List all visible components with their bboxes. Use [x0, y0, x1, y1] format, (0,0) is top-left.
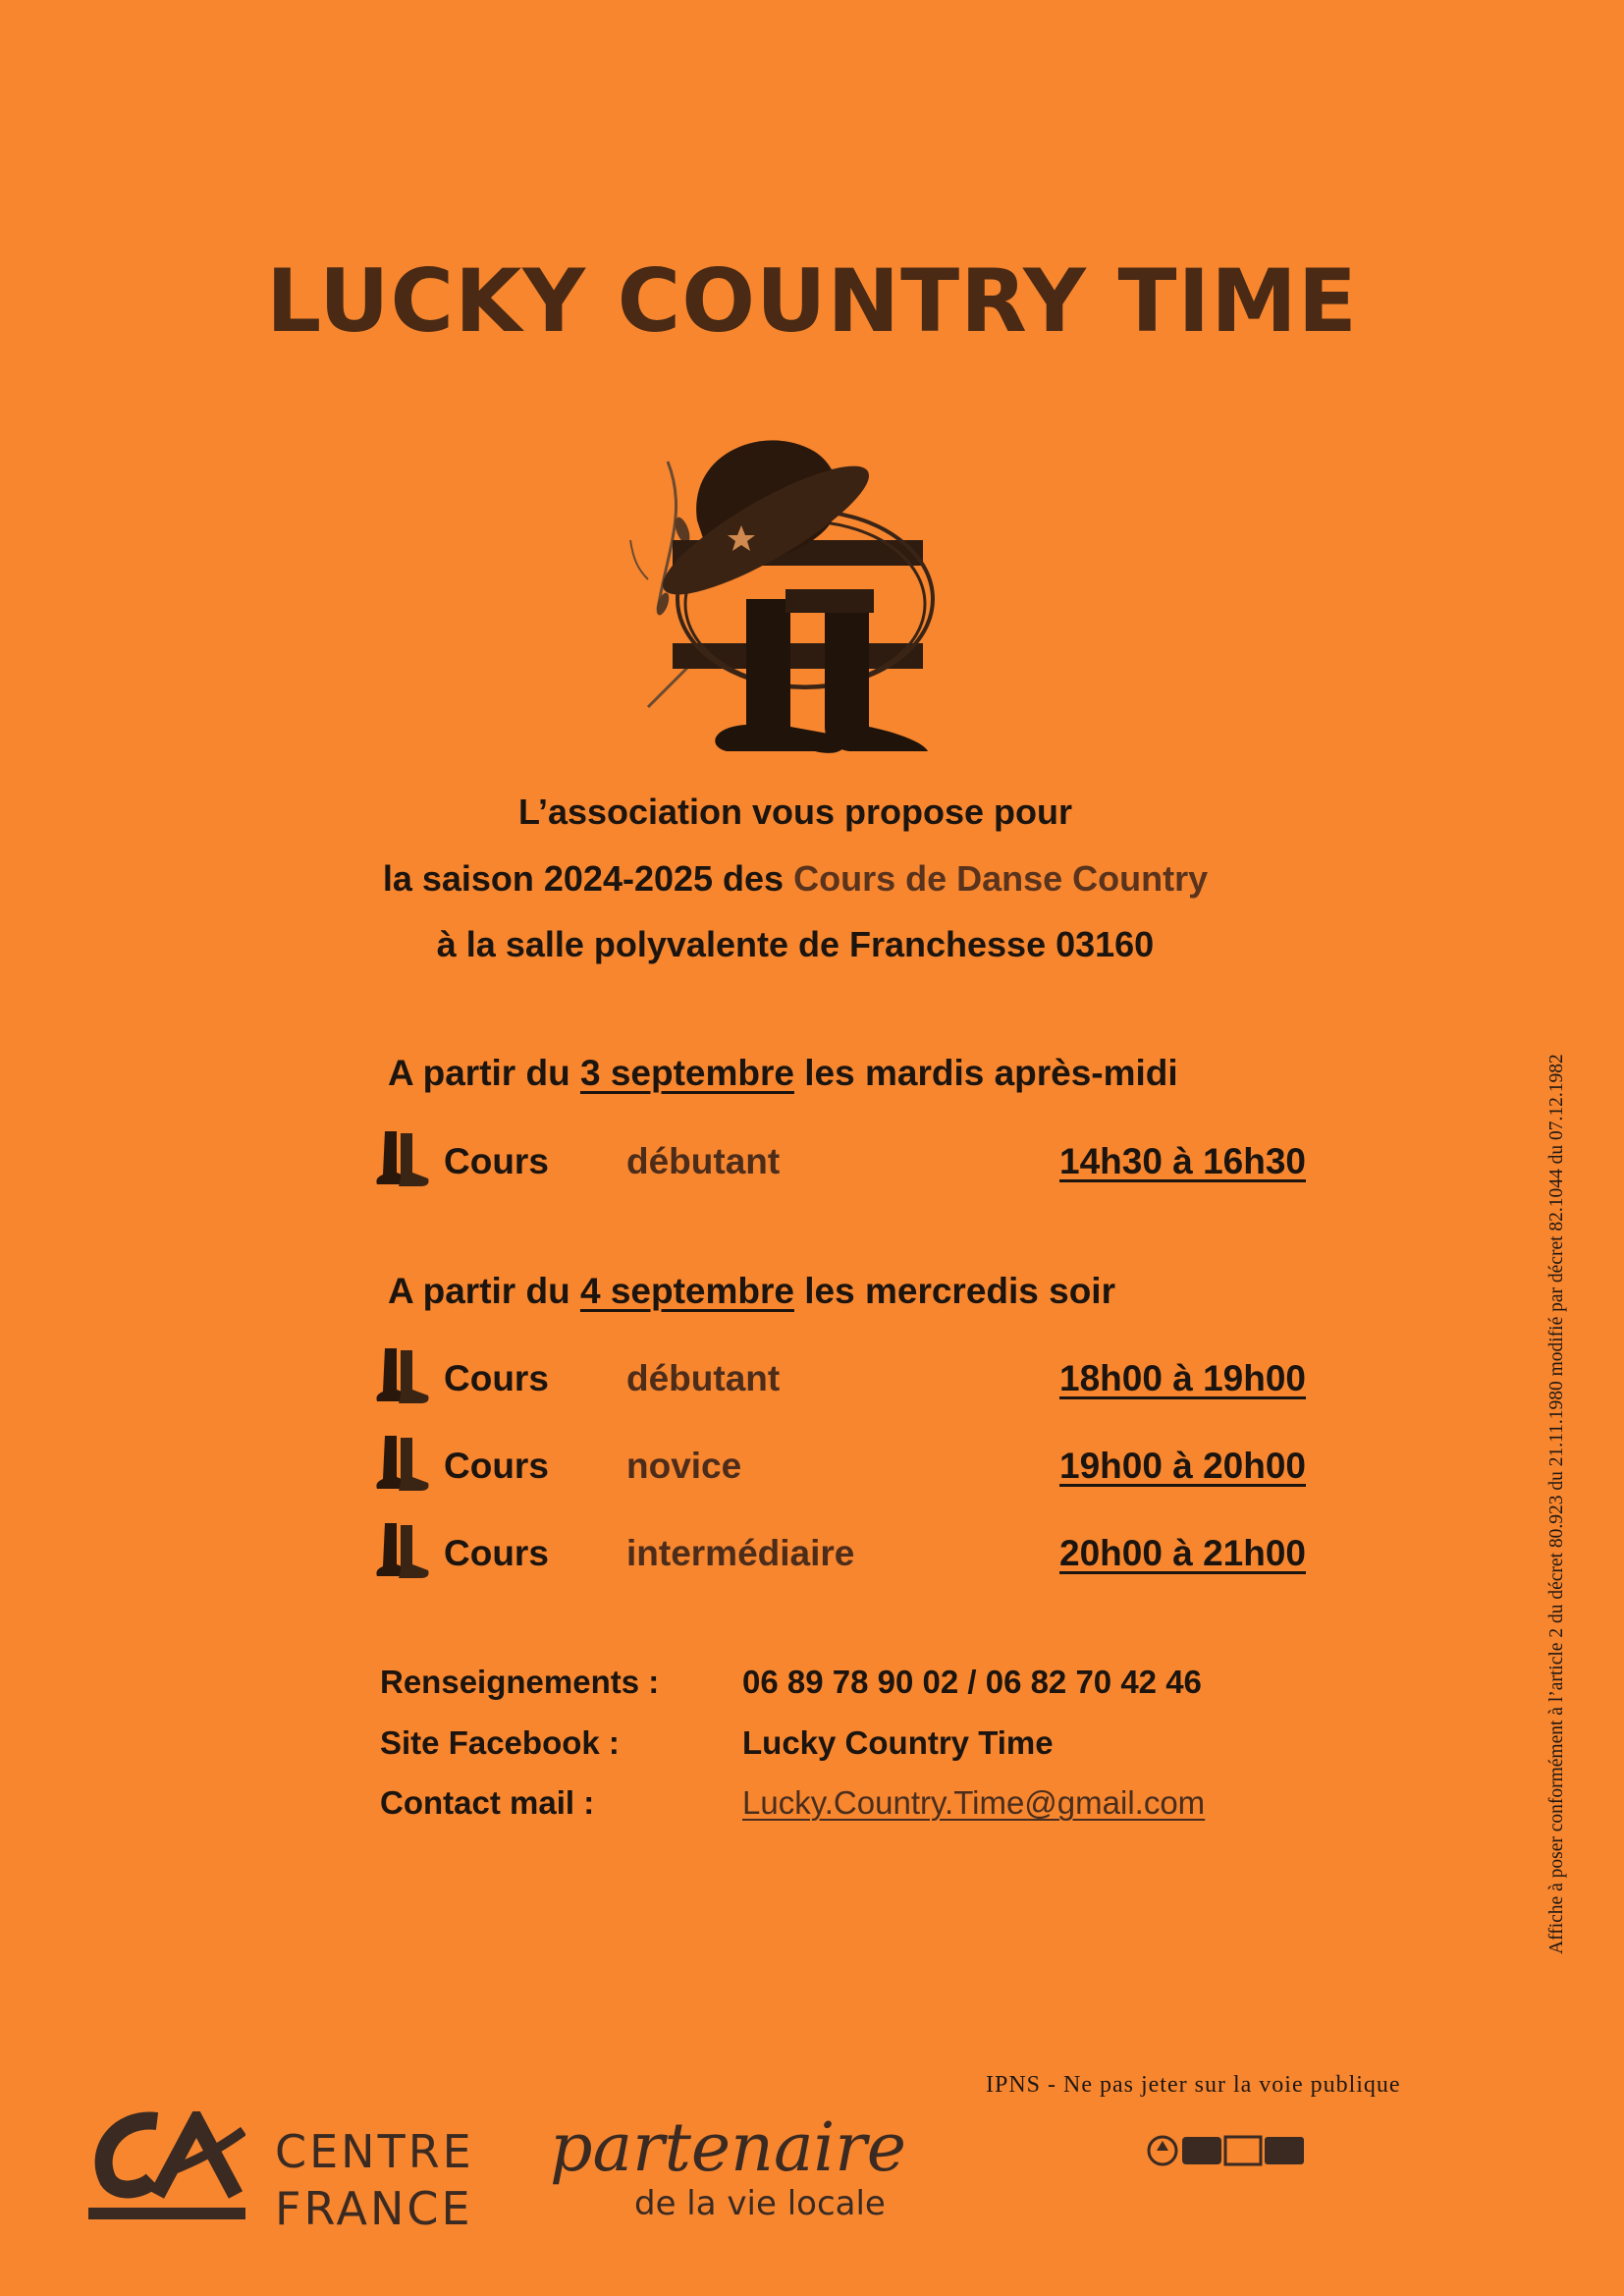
session-1-heading: [388, 1053, 1178, 1094]
course-label: Cours: [444, 1358, 549, 1398]
course-time: 20h00 à 21h00: [1059, 1533, 1306, 1573]
mail-link[interactable]: Lucky.Country.Time@gmail.com: [742, 1784, 1206, 1821]
sponsor-tagline: de la vie locale: [634, 2184, 886, 2223]
legal-text: Affiche à poser conformément à l’article 2 du décret 80.923 du 21.11.1980 modifié par décret 82.1044 du 07.12.1982: [1546, 1054, 1567, 1954]
legal-notice: [1546, 972, 1566, 1954]
mail-label: Contact mail :: [380, 1784, 595, 1821]
session-2-date: 4 septembre: [579, 1271, 794, 1311]
facebook-label: Site Facebook :: [380, 1724, 620, 1761]
course-level: intermédiaire: [626, 1533, 855, 1573]
hat-boots-illustration: [628, 432, 982, 776]
session-1-prefix: A partir du: [388, 1053, 580, 1093]
session-1-date: 3 septembre: [579, 1053, 794, 1093]
intro-line-3: à la salle polyvalente de Franchesse 03160: [436, 924, 1155, 964]
cowboy-boot-icon: [373, 1434, 432, 1495]
facebook-value: Lucky Country Time: [742, 1724, 1054, 1761]
ipns-notice: IPNS - Ne pas jeter sur la voie publique: [986, 2072, 1401, 2098]
intro-line-1: L’association vous propose pour: [517, 792, 1073, 832]
course-label: Cours: [444, 1533, 549, 1573]
course-name: Cours de Danse Country: [793, 858, 1209, 899]
cowboy-boot-icon: [373, 1129, 432, 1190]
poster-title: LUCKY COUNTRY TIME: [266, 250, 1358, 352]
course-row: [373, 1141, 1306, 1200]
course-time: 19h00 à 20h00: [1059, 1446, 1306, 1486]
course-level: débutant: [626, 1358, 781, 1398]
session-2-prefix: A partir du: [388, 1271, 580, 1311]
sponsor-line-2: FRANCE: [275, 2182, 473, 2235]
course-row: [373, 1533, 1306, 1592]
course-label: Cours: [444, 1141, 549, 1181]
phone-value: 06 89 78 90 02 / 06 82 70 42 46: [742, 1664, 1202, 1700]
phone-label: Renseignements :: [380, 1664, 660, 1700]
intro-line-2: [0, 858, 1591, 900]
intro-line-2-prefix: la saison 2024-2025 des: [382, 858, 794, 899]
course-time: 14h30 à 16h30: [1059, 1141, 1306, 1181]
session-2-heading: [388, 1271, 1115, 1312]
course-row: [373, 1446, 1306, 1504]
session-2-suffix: les mercredis soir: [793, 1271, 1115, 1311]
recycling-logo: [1147, 2131, 1308, 2170]
course-time: 18h00 à 19h00: [1059, 1358, 1306, 1398]
cowboy-boot-icon: [373, 1521, 432, 1582]
cowboy-boot-icon: [373, 1346, 432, 1407]
course-row: [373, 1358, 1306, 1417]
course-level: novice: [626, 1446, 742, 1486]
course-level: débutant: [626, 1141, 781, 1181]
credit-agricole-logo: [88, 2111, 245, 2221]
sponsor-script: partenaire: [550, 2109, 906, 2187]
session-1-suffix: les mardis après-midi: [793, 1053, 1178, 1093]
course-label: Cours: [444, 1446, 549, 1486]
sponsor-line-1: CENTRE: [275, 2125, 474, 2178]
